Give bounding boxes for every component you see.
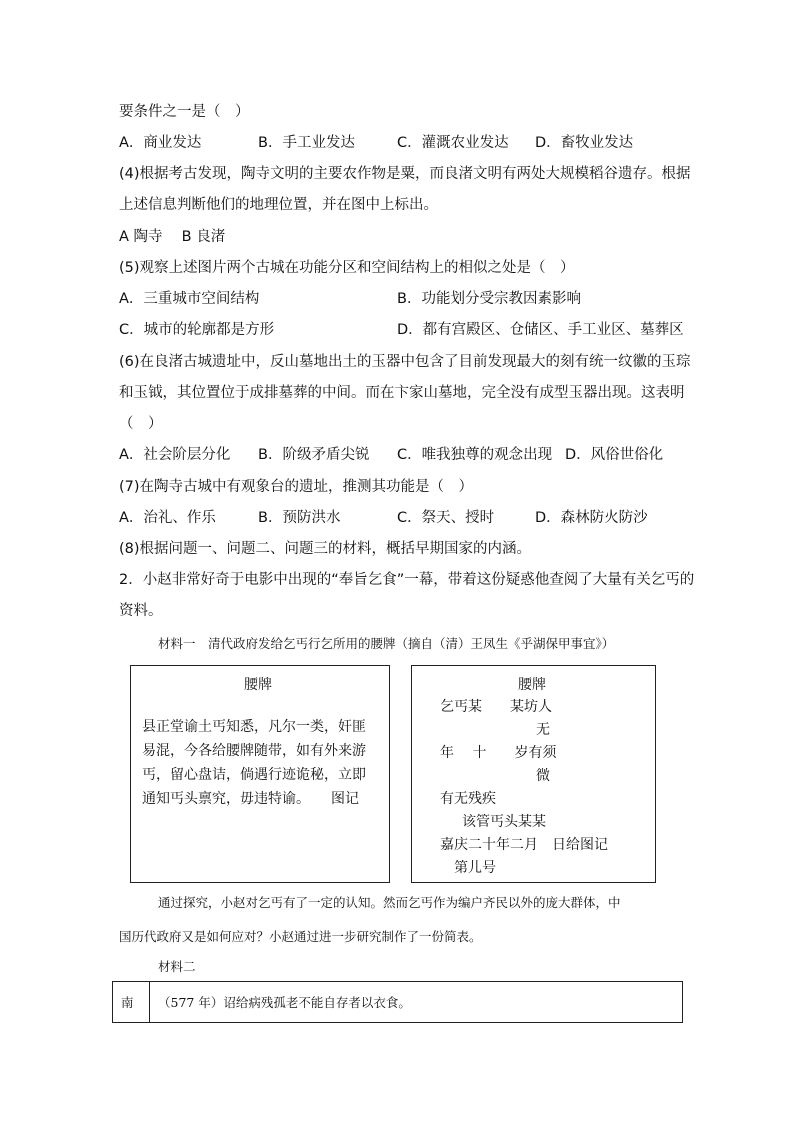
card-right-title: 腰牌 <box>518 677 546 693</box>
q2-intro-line-1: 2．小赵非常好奇于电影中出现的“奉旨乞食”一幕，带着这份疑惑他查阅了大量有关乞丐的 <box>119 572 695 588</box>
material-two-label: 材料二 <box>158 959 196 974</box>
card-right-line-8: 第儿号 <box>454 860 496 876</box>
card-left-line-2: 易混，今各给腰牌随带，如有外来游 <box>142 743 366 759</box>
option-c: C．城市的轮廓都是方形 <box>119 322 275 338</box>
card-right-line-2: 无 <box>536 722 550 738</box>
option-b: B．阶级矛盾尖锐 <box>258 447 370 463</box>
table-cell-dynasty: 南 <box>113 982 150 1023</box>
table-row <box>113 982 683 1023</box>
q4-line-2: 上述信息判断他们的地理位置，并在图中上标出。 <box>119 197 438 213</box>
q6-line-1: (6)在良渚古城遗址中，反山墓地出土的玉器中包含了目前发现最大的刻有统一纹徽的玉琮 <box>119 354 691 370</box>
after-material-line-2: 国历代政府又是如何应对？小赵通过进一步研究制作了一份简表。 <box>119 929 482 944</box>
card-right-line-5: 有无残疾 <box>440 791 496 807</box>
option-a: A．治礼、作乐 <box>119 510 216 526</box>
q5-stem: (5)观察上述图片两个古城在功能分区和空间结构上的相似之处是（ ） <box>119 260 575 276</box>
option-d: D．畜牧业发达 <box>535 135 634 151</box>
question-stem-continuation: 要条件之一是（ ） <box>119 104 250 120</box>
q6-line-2: 和玉钺，其位置位于成排墓葬的中间。而在卞家山墓地，完全没有成型玉器出现。这表明 <box>119 385 685 401</box>
card-right-line-3: 年 十 岁有须 <box>440 745 557 761</box>
q4-sub: A 陶寺 B 良渚 <box>119 229 226 245</box>
table-cell-content: （577 年）诏给病残孤老不能自存者以衣食。 <box>150 982 683 1023</box>
card-right-line-6: 该管丐头某某 <box>462 814 546 830</box>
card-left-line-1: 县正堂谕土丐知悉，凡尔一类，奸匪 <box>142 719 366 735</box>
card-left-title: 腰牌 <box>244 677 272 693</box>
option-a: A．三重城市空间结构 <box>119 291 260 307</box>
q6-line-3: （ ） <box>119 416 163 432</box>
q7-stem: (7)在陶寺古城中有观象台的遗址，推测其功能是（ ） <box>119 479 474 495</box>
q4-line-1: (4)根据考古发现，陶寺文明的主要农作物是粟，而良渚文明有两处大规模稻谷遗存。根据 <box>119 166 691 182</box>
option-c: C．唯我独尊的观念出现 <box>397 447 553 463</box>
after-material-line-1: 通过探究，小赵对乞丐有了一定的认知。然而乞丐作为编户齐民以外的庞大群体，中 <box>158 895 621 910</box>
card-right-line-1: 乞丐某 某坊人 <box>440 699 552 715</box>
q8-stem: (8)根据问题一、问题二、问题三的材料，概括早期国家的内涵。 <box>119 541 532 557</box>
option-c: C．祭天、授时 <box>397 510 495 526</box>
option-d: D．森林防火防沙 <box>535 510 648 526</box>
material-one-caption: 材料一 清代政府发给乞丐行乞所用的腰牌（摘自（清）王凤生《乎湖保甲事宜》） <box>158 636 615 651</box>
option-d: D．都有宫殿区、仓储区、手工业区、墓葬区 <box>397 322 684 338</box>
option-b: B．预防洪水 <box>258 510 341 526</box>
card-right-line-7: 嘉庆二十年二月 日给图记 <box>440 837 608 853</box>
option-b: B．手工业发达 <box>258 135 355 151</box>
q2-intro-line-2: 资料。 <box>119 603 163 619</box>
waist-tag-card-left <box>130 665 390 883</box>
card-right-line-4: 微 <box>536 768 550 784</box>
option-b: B．功能划分受宗教因素影响 <box>397 291 581 307</box>
waist-tag-card-right <box>411 665 656 883</box>
card-left-line-3: 丐，留心盘诘，倘遇行迹诡秘，立即 <box>142 767 366 783</box>
option-c: C．灌溉农业发达 <box>397 135 509 151</box>
option-a: A．社会阶层分化 <box>119 447 231 463</box>
option-a: A．商业发达 <box>119 135 202 151</box>
card-left-line-4: 通知丐头禀究，毋违特谕。 图记 <box>142 791 359 807</box>
option-d: D．风俗世俗化 <box>565 447 664 463</box>
material-two-table <box>112 981 683 1023</box>
